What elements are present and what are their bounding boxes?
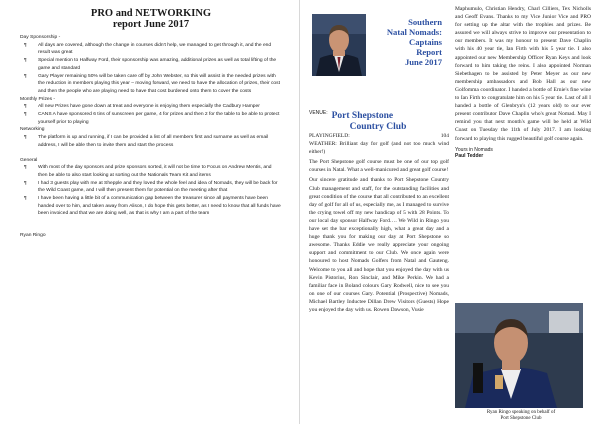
paragraph: The Port Shepstone golf course must be one of our top golf courses in Natal. What a well-manicured and great golf course! <box>309 159 449 174</box>
report-body <box>20 34 282 240</box>
closing-block <box>455 147 591 159</box>
page-divider <box>299 0 300 424</box>
speaker-photo <box>455 303 583 408</box>
bullet-icon: ¶ <box>24 104 27 110</box>
bullet-icon: ¶ <box>24 73 27 79</box>
playing-field-row <box>309 132 449 140</box>
report-title <box>20 8 282 30</box>
speaker-illustration <box>455 303 583 408</box>
venue-block <box>309 108 447 133</box>
list-item: ¶ Gary Player remaining 50% will be taken care off by John Webster, so this will assist in the needed prizes with the reduction in members playing this year – moving forward, we need to have the allocation of prizes, their cost and then the people who are playing need to have that cost burdened onto them to cover the costs <box>24 73 280 94</box>
portrait-illustration <box>312 14 366 76</box>
captains-report-column-1 <box>309 132 449 314</box>
report-title-line1: PRO and NETWORKING <box>90 8 212 19</box>
bullet-icon: ¶ <box>24 196 27 202</box>
captain-portrait-photo <box>312 14 366 76</box>
venue-name-line1: Port Shepstone <box>331 111 394 121</box>
paragraph: Maphumulo, Christian Hendry, Charl Cilliers, Tex Nicholls and Geoff Evans. Thanks to my Vice Junior Vice and PRO for setting up the altar with the trophies and prizes. Be assured we will always strive to improve our presentation to our members. It was my honour to present Dave Chaplin with his 40 year tie, Ian Firth with his 5 year tie. I also appointed our new Membership Officer Ryan Keys and look forward to him taking the reins. I also appointed Norman Siebethagen to be assisted by Peter Meyer as our new membership ambassadors and Bob Hall as our new Golfomma coordinator. I handed a bottle of Ernie's fine wine to Ian Firth to congratulate him on his 5 year tie. Last of all I handed a bottle of Glenbryn's (12 years old) to our ever present contributor Dave Chaplin who's great Nomad. May I remind you that next month's game will be held at Wild Coast on Tuesday the 11th of July 2017. I am looking forward to playing this rugged beautiful golf course again. <box>455 6 591 142</box>
report-title-line2: report June 2017 <box>112 19 190 30</box>
bullet-icon: ¶ <box>24 180 27 186</box>
bullet-icon: ¶ <box>24 112 27 118</box>
bullet-icon: ¶ <box>24 165 27 171</box>
list-item: ¶ The platform is up and running, if I can be provided a list of all members first and surname as well as email address, I will be able then to invite them and start the process <box>24 135 269 148</box>
list-item: ¶ All days are covered, although the change in courses didn't help, we managed to get through it, and the end result was great <box>24 42 272 56</box>
playing-field-label: PLAYINGFIELD: <box>309 133 350 139</box>
list-item: ¶ Special mention to Halfway Ford, their sponsorship was amazing, additional prizes as well as total lifting of the game and standard <box>24 58 277 71</box>
bullet-icon: ¶ <box>24 135 27 141</box>
captains-report-column-2 <box>455 5 591 159</box>
speaker-photo-caption: Ryan Ringo speaking on behalf of Port Shepstone Club <box>486 410 556 421</box>
yours-in-nomads: Yours in Nomads <box>455 146 493 153</box>
list-item: ¶ I have been having a little bit of a communication gap between the treasurer since all payments have been handed over to him, and taken away from Alison, I do hope this gets better, as I need to know that all funds have been invoiced and that we are doing well, as that is why I am a part of the team <box>24 196 281 217</box>
networking-heading: Networking <box>20 127 45 133</box>
list-item: ¶ With most of the day sponsors and prize sponsors sorted, it will not be time to Focus on Andrew Mentis, and then be able to also start looking at sorting out the Nationals Team Kit and items <box>24 165 272 178</box>
playing-field-value: 104 <box>440 133 449 139</box>
pro-networking-report <box>20 8 282 240</box>
captains-report-header: Southern Natal Nomads: Captains Report June 2017 <box>386 17 442 67</box>
day-sponsorship-heading: Day Sponsorship - <box>20 35 61 40</box>
report-signature: Ryan Ringo <box>20 233 46 239</box>
monthly-prizes-heading: Monthly Prizes - <box>20 96 56 102</box>
list-item: ¶ All new Prizes have gone down at treat and everyone is enjoying them especially the Cadbury Hamper <box>24 104 260 110</box>
general-heading: General <box>20 157 38 163</box>
weather-line: WEATHER: Brilliant day for golf (and not too much wind either!) <box>309 141 449 156</box>
bullet-icon: ¶ <box>24 58 27 64</box>
paragraph: Our sincere gratitude and thanks to Port Shepstone Country Club management and staff, for the outstanding facilities and great condition of the course that all contributed to an excellent day of golf for all of us, especially me, as I managed to survive the crying towel off my new handicap of 5 with 28 Points. To our local day sponsor Halfway Ford…. We Wild in Ringo you have set the bar exceptionally high, what a great day and a huge thank you for making our day at Port Shepstone so awesome. Thanks Eddie we really appreciate your ongoing support and commitment to our Club. We once again were honoured to host Nomads Golfers from Natal and Gauteng. Welcome to you all and hope that you enjoyed the day with us Kevin Pistorius, Ron Sinclair, and Mike Perkin. We had a familiar face in Boland colours Gary Rodwell, nice to see you on one of our courses Gary. Potential (Prospective) Nomads, Michael Bartley Inductee Dillan Drew Visitors (Guests) Hope you enjoyed the day with us. Rowen Dawson, Vusie <box>309 177 449 313</box>
venue-label: VENUE: <box>309 110 328 116</box>
bullet-icon: ¶ <box>24 42 27 48</box>
list-item: ¶ CANS A have sponsored 6 tins of sunscreen per game, 4 for prizes and then 2 for the table to be able to protect yourself prior to playing <box>24 112 280 125</box>
venue-name-line2: Country Club <box>349 122 407 132</box>
author-name: Paul Tedder <box>455 152 484 159</box>
list-item: ¶ I had 3 guests play with me at Shepple and they loved the whole feel and idea of Nomads, they will be back for the Wild Coast game, and I will then present them for potential on the meeting after that <box>24 180 278 194</box>
